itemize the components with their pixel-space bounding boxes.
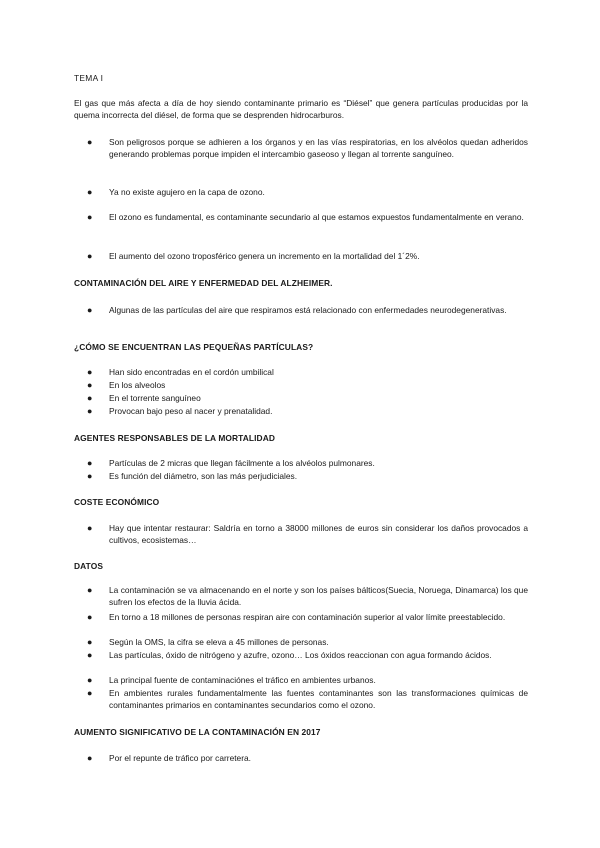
bullet-icon: ● bbox=[87, 675, 93, 685]
bullet-icon: ● bbox=[87, 688, 93, 698]
bullet-icon: ● bbox=[87, 585, 93, 595]
list-item-text: En torno a 18 millones de personas respiran aire con contaminación superior al valor límite preestablecido. bbox=[109, 612, 506, 622]
list-item-text: Por el repunte de tráfico por carretera. bbox=[109, 753, 251, 763]
list-item-text: Partículas de 2 micras que llegan fácilmente a los alvéolos pulmonares. bbox=[109, 458, 375, 468]
list-item-text: Ya no existe agujero en la capa de ozono. bbox=[109, 187, 265, 197]
list-item-text: Provocan bajo peso al nacer y prenatalidad. bbox=[109, 406, 273, 416]
bullet-icon: ● bbox=[87, 187, 93, 197]
section-heading: AUMENTO SIGNIFICATIVO DE LA CONTAMINACIÓN EN 2017 bbox=[74, 727, 321, 737]
list-item-text: El ozono es fundamental, es contaminante secundario al que estamos expuestos fundamentalmente en verano. bbox=[109, 212, 524, 222]
bullet-icon: ● bbox=[87, 458, 93, 468]
list-item-text: Han sido encontradas en el cordón umbilical bbox=[109, 367, 274, 377]
list-item-text: La contaminación se va almacenando en el norte y son los países bálticos(Suecia, Noruega, Dinamarca) los que sufren los efectos de la lluvia ácida. bbox=[109, 585, 528, 607]
list-item-text: Son peligrosos porque se adhieren a los órganos y en las vías respiratorias, en los alvéolos quedan adheridos generando problemas porque impiden el intercambio gaseoso y llegan al torrente sanguíneo. bbox=[109, 137, 528, 159]
bullet-icon: ● bbox=[87, 650, 93, 660]
bullet-icon: ● bbox=[87, 637, 93, 647]
intro-paragraph: El gas que más afecta a día de hoy siendo contaminante primario es “Diésel” que genera partículas producidas por la quema incorrecta del diésel, de forma que se desprenden hidrocarburos. bbox=[74, 98, 528, 120]
bullet-icon: ● bbox=[87, 380, 93, 390]
bullet-icon: ● bbox=[87, 406, 93, 416]
list-item-text: Las partículas, óxido de nitrógeno y azufre, ozono… Los óxidos reaccionan con agua formando ácidos. bbox=[109, 650, 492, 660]
bullet-icon: ● bbox=[87, 367, 93, 377]
bullet-icon: ● bbox=[87, 612, 93, 622]
list-item-text: La principal fuente de contaminaciónes el tráfico en ambientes urbanos. bbox=[109, 675, 376, 685]
bullet-icon: ● bbox=[87, 251, 93, 261]
section-heading: COSTE ECONÓMICO bbox=[74, 497, 160, 507]
list-item-text: Algunas de las partículas del aire que respiramos está relacionado con enfermedades neurodegenerativas. bbox=[109, 305, 507, 315]
theme-label: TEMA I bbox=[74, 73, 104, 83]
list-item-text: El aumento del ozono troposférico genera un incremento en la mortalidad del 1´2%. bbox=[109, 251, 420, 261]
section-heading: DATOS bbox=[74, 561, 104, 571]
list-item-text: En ambientes rurales fundamentalmente las fuentes contaminantes son las transformaciones químicas de contaminantes primarios en contaminantes secundarios como el ozono. bbox=[109, 688, 528, 710]
list-item-text: En los alveolos bbox=[109, 380, 166, 390]
list-item-text: Es función del diámetro, son las más perjudiciales. bbox=[109, 471, 298, 481]
bullet-icon: ● bbox=[87, 137, 93, 147]
list-item-text: Según la OMS, la cifra se eleva a 45 millones de personas. bbox=[109, 637, 329, 647]
list-item-text: En el torrente sanguíneo bbox=[109, 393, 201, 403]
bullet-icon: ● bbox=[87, 393, 93, 403]
bullet-icon: ● bbox=[87, 471, 93, 481]
bullet-icon: ● bbox=[87, 305, 93, 315]
section-heading: AGENTES RESPONSABLES DE LA MORTALIDAD bbox=[74, 433, 275, 443]
bullet-icon: ● bbox=[87, 753, 93, 763]
section-heading: CONTAMINACIÓN DEL AIRE Y ENFERMEDAD DEL ALZHEIMER. bbox=[74, 278, 333, 288]
bullet-icon: ● bbox=[87, 523, 93, 533]
section-heading: ¿CÓMO SE ENCUENTRAN LAS PEQUEÑAS PARTÍCULAS? bbox=[74, 342, 314, 352]
bullet-icon: ● bbox=[87, 212, 93, 222]
list-item-text: Hay que intentar restaurar: Saldría en torno a 38000 millones de euros sin considerar los daños provocados a cultivos, ecosistemas… bbox=[109, 523, 528, 545]
